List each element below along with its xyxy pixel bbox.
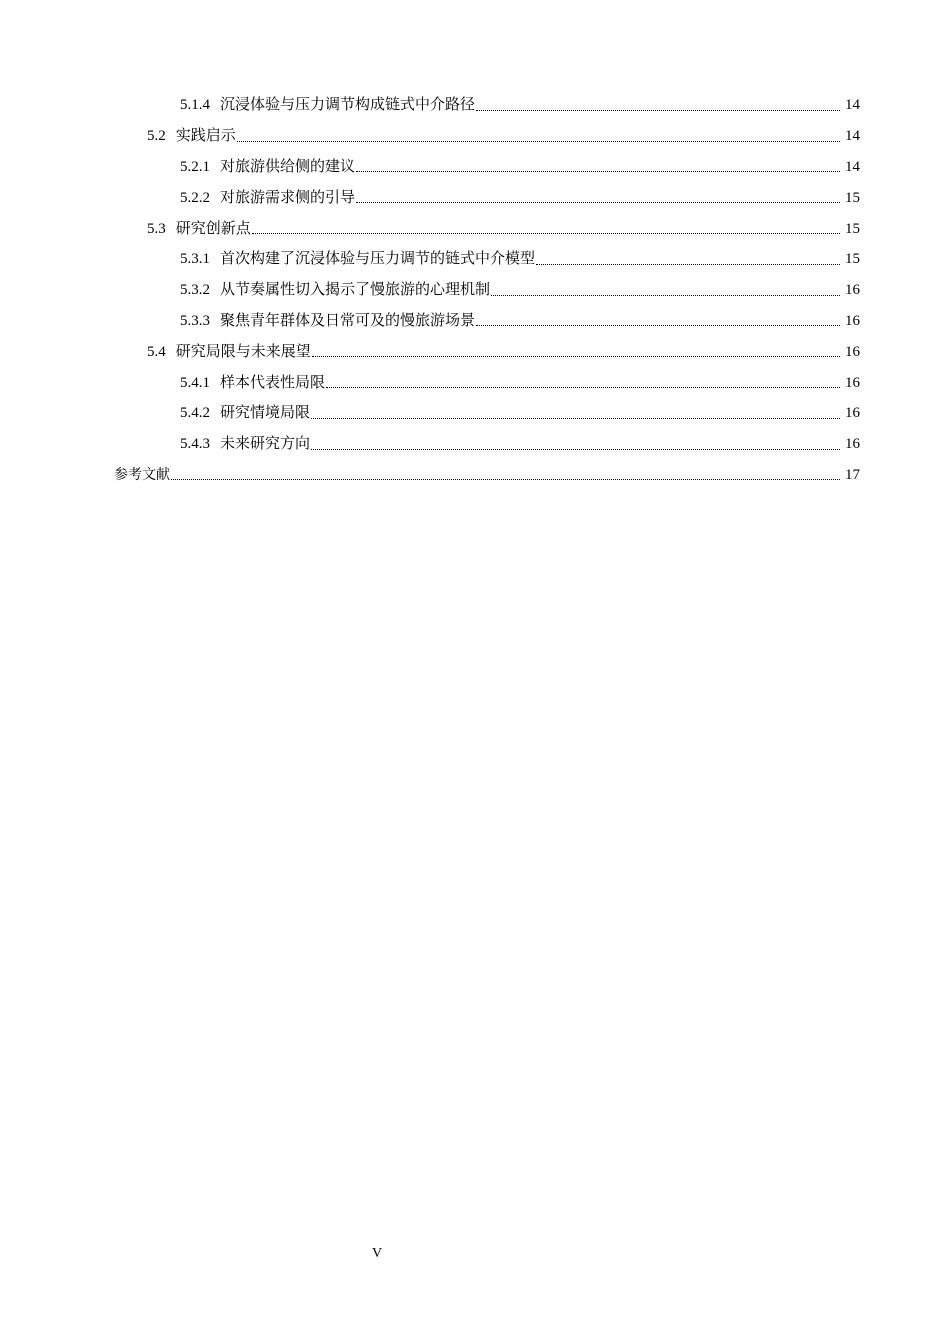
toc-entry-page: 16 [845, 405, 860, 422]
toc-entry-title: 对旅游供给侧的建议 [220, 158, 356, 175]
toc-entry-number: 5.1.4 [180, 97, 210, 114]
toc-entry-references[interactable] [0, 460, 950, 491]
toc-entry-page: 15 [845, 251, 860, 268]
toc-dot-leader [476, 110, 840, 111]
toc-entry-label [180, 434, 310, 454]
toc-entry-title: 聚焦青年群体及日常可及的慢旅游场景 [220, 312, 476, 329]
toc-entry-number: 5.4.3 [180, 436, 210, 453]
toc-entry-label [180, 157, 355, 177]
toc-entry[interactable] [0, 90, 950, 121]
toc-entry-page: 15 [845, 189, 860, 206]
toc-entry[interactable] [0, 182, 950, 213]
toc-entry-title: 参考文献 [114, 466, 170, 483]
toc-entry-label [114, 465, 170, 485]
page-number: V [371, 1246, 383, 1261]
toc-entry-title: 未来研究方向 [220, 436, 311, 453]
toc-entry-page: 14 [845, 97, 860, 114]
table-of-contents [0, 90, 950, 490]
toc-entry-page: 14 [845, 158, 860, 175]
toc-entry-number: 5.3.1 [180, 251, 210, 268]
toc-entry-number: 5.2.1 [180, 158, 210, 175]
toc-entry-label [180, 280, 490, 300]
toc-dot-leader [312, 356, 840, 357]
toc-entry[interactable] [0, 213, 950, 244]
toc-entry-title: 研究局限与未来展望 [175, 343, 311, 360]
toc-entry-number: 5.4 [147, 343, 166, 360]
toc-entry[interactable] [0, 275, 950, 306]
toc-dot-leader [536, 264, 840, 265]
toc-entry[interactable] [0, 244, 950, 275]
toc-entry-label [180, 95, 475, 115]
toc-entry-page: 16 [845, 374, 860, 391]
toc-entry-page: 16 [845, 312, 860, 329]
toc-entry-number: 5.3 [147, 220, 166, 237]
toc-dot-leader [356, 171, 840, 172]
toc-entry-title: 实践启示 [175, 128, 236, 145]
toc-entry-page: 16 [845, 436, 860, 453]
toc-entry[interactable] [0, 306, 950, 337]
toc-entry-number: 5.2.2 [180, 189, 210, 206]
toc-entry-page: 15 [845, 220, 860, 237]
toc-dot-leader [326, 387, 840, 388]
toc-entry-page: 16 [845, 343, 860, 360]
toc-dot-leader [311, 449, 840, 450]
toc-entry-title: 对旅游需求侧的引导 [220, 189, 356, 206]
toc-dot-leader [311, 418, 840, 419]
toc-entry-page: 16 [845, 282, 860, 299]
toc-entry[interactable] [0, 398, 950, 429]
toc-entry-label [180, 188, 355, 208]
toc-entry[interactable] [0, 429, 950, 460]
toc-entry-label [180, 373, 325, 393]
toc-entry-page: 17 [845, 466, 860, 483]
toc-dot-leader [476, 325, 840, 326]
toc-entry-title: 研究情境局限 [220, 405, 311, 422]
toc-entry-number: 5.3.2 [180, 282, 210, 299]
toc-dot-leader [171, 479, 840, 480]
toc-entry-number: 5.3.3 [180, 312, 210, 329]
toc-entry[interactable] [0, 367, 950, 398]
toc-entry[interactable] [0, 152, 950, 183]
toc-entry-title: 首次构建了沉浸体验与压力调节的链式中介模型 [220, 251, 536, 268]
toc-entry-title: 样本代表性局限 [220, 374, 326, 391]
toc-entry-title: 从节奏属性切入揭示了慢旅游的心理机制 [220, 282, 491, 299]
toc-entry-number: 5.2 [147, 128, 166, 145]
toc-entry-title: 沉浸体验与压力调节构成链式中介路径 [220, 97, 476, 114]
toc-dot-leader [237, 141, 840, 142]
toc-entry-label [180, 403, 310, 423]
toc-entry[interactable] [0, 336, 950, 367]
toc-entry-label [180, 311, 475, 331]
toc-entry-label [147, 342, 311, 362]
toc-entry-label [147, 219, 251, 239]
toc-entry-label [180, 249, 535, 269]
toc-entry-number: 5.4.2 [180, 405, 210, 422]
toc-entry[interactable] [0, 121, 950, 152]
toc-dot-leader [356, 202, 840, 203]
toc-entry-page: 14 [845, 128, 860, 145]
toc-dot-leader [491, 295, 840, 296]
toc-entry-title: 研究创新点 [175, 220, 251, 237]
toc-dot-leader [252, 233, 840, 234]
toc-entry-label [147, 126, 236, 146]
toc-entry-number: 5.4.1 [180, 374, 210, 391]
